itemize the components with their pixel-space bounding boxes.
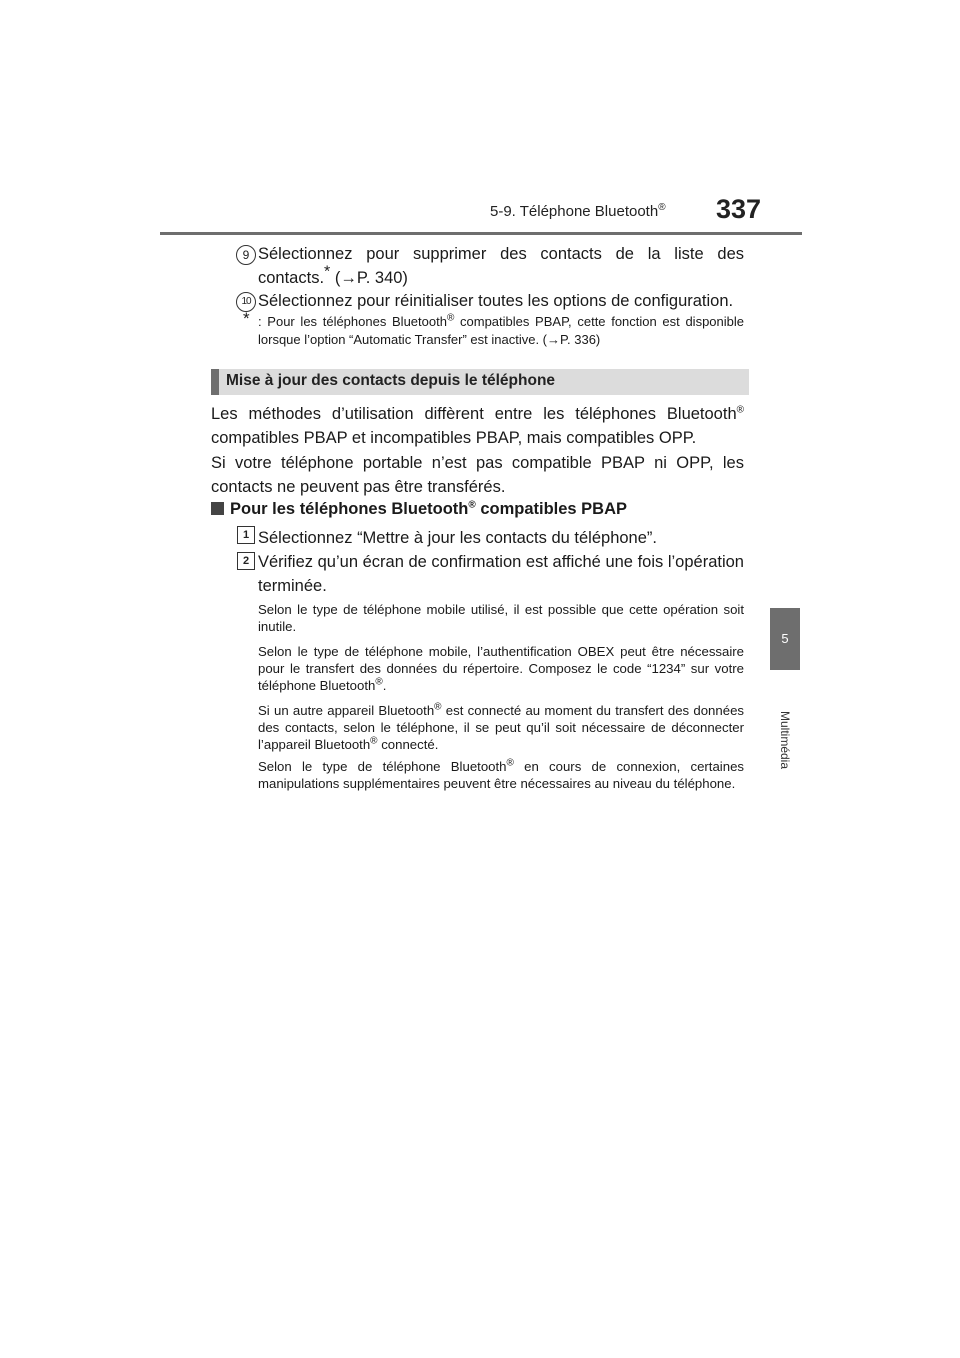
intro-paragraph: Les méthodes d’utilisation diffèrent entre les téléphones Bluetooth® compatibles PBAP et incompatibles PBAP, mais compatibles OPP. [211,404,744,447]
note-3: Si un autre appareil Bluetooth® est connecté au moment du transfert des données des contacts, selon le téléphone, il se peut qu’il soit nécessaire de déconnecter l’appareil Bluetooth® connecté. [258,701,744,752]
section-title: Mise à jour des contacts depuis le téléphone [226,372,556,389]
step-marker-10: 10 [236,292,256,312]
section-accent [211,369,219,395]
step-marker-9: 9 [236,245,256,265]
item-delete-contacts: Sélectionnez pour supprimer des contacts de la liste des contacts.* (→P. 340) [258,245,744,287]
square-bullet-icon [211,502,224,515]
step-marker-1: 1 [237,526,255,544]
chapter-tab: 5 [770,608,800,670]
compat-paragraph: Si votre téléphone portable n’est pas compatible PBAP ni OPP, les contacts ne peuvent pas être transférés. [211,454,744,496]
item-reset-options: Sélectionnez pour réinitialiser toutes les options de configuration. [258,292,734,310]
chapter-label: Multimédia [778,710,792,770]
note-4: Selon le type de téléphone Bluetooth® en cours de connexion, certaines manipulations supplémentaires peuvent être nécessaires au niveau du téléphone. [258,757,744,791]
note-2: Selon le type de téléphone mobile, l’authentification OBEX peut être nécessaire pour le transfert des données du répertoire. Composez le code “1234” sur votre téléphone Bluetooth®. [258,644,744,693]
step-1-text: Sélectionnez “Mettre à jour les contacts du téléphone”. [258,529,657,547]
page-number: 337 [716,194,762,224]
section-heading [211,369,749,395]
subheading-pbap: Pour les téléphones Bluetooth® compatibles PBAP [211,498,627,520]
running-header: 5-9. Téléphone Bluetooth® [490,202,666,220]
note-1: Selon le type de téléphone mobile utilisé, il est possible que cette opération soit inutile. [258,602,744,634]
step-2-text: Vérifiez qu’un écran de confirmation est affiché une fois l’opération terminée. [258,553,744,595]
step-marker-2: 2 [237,552,255,570]
header-rule [160,232,802,235]
